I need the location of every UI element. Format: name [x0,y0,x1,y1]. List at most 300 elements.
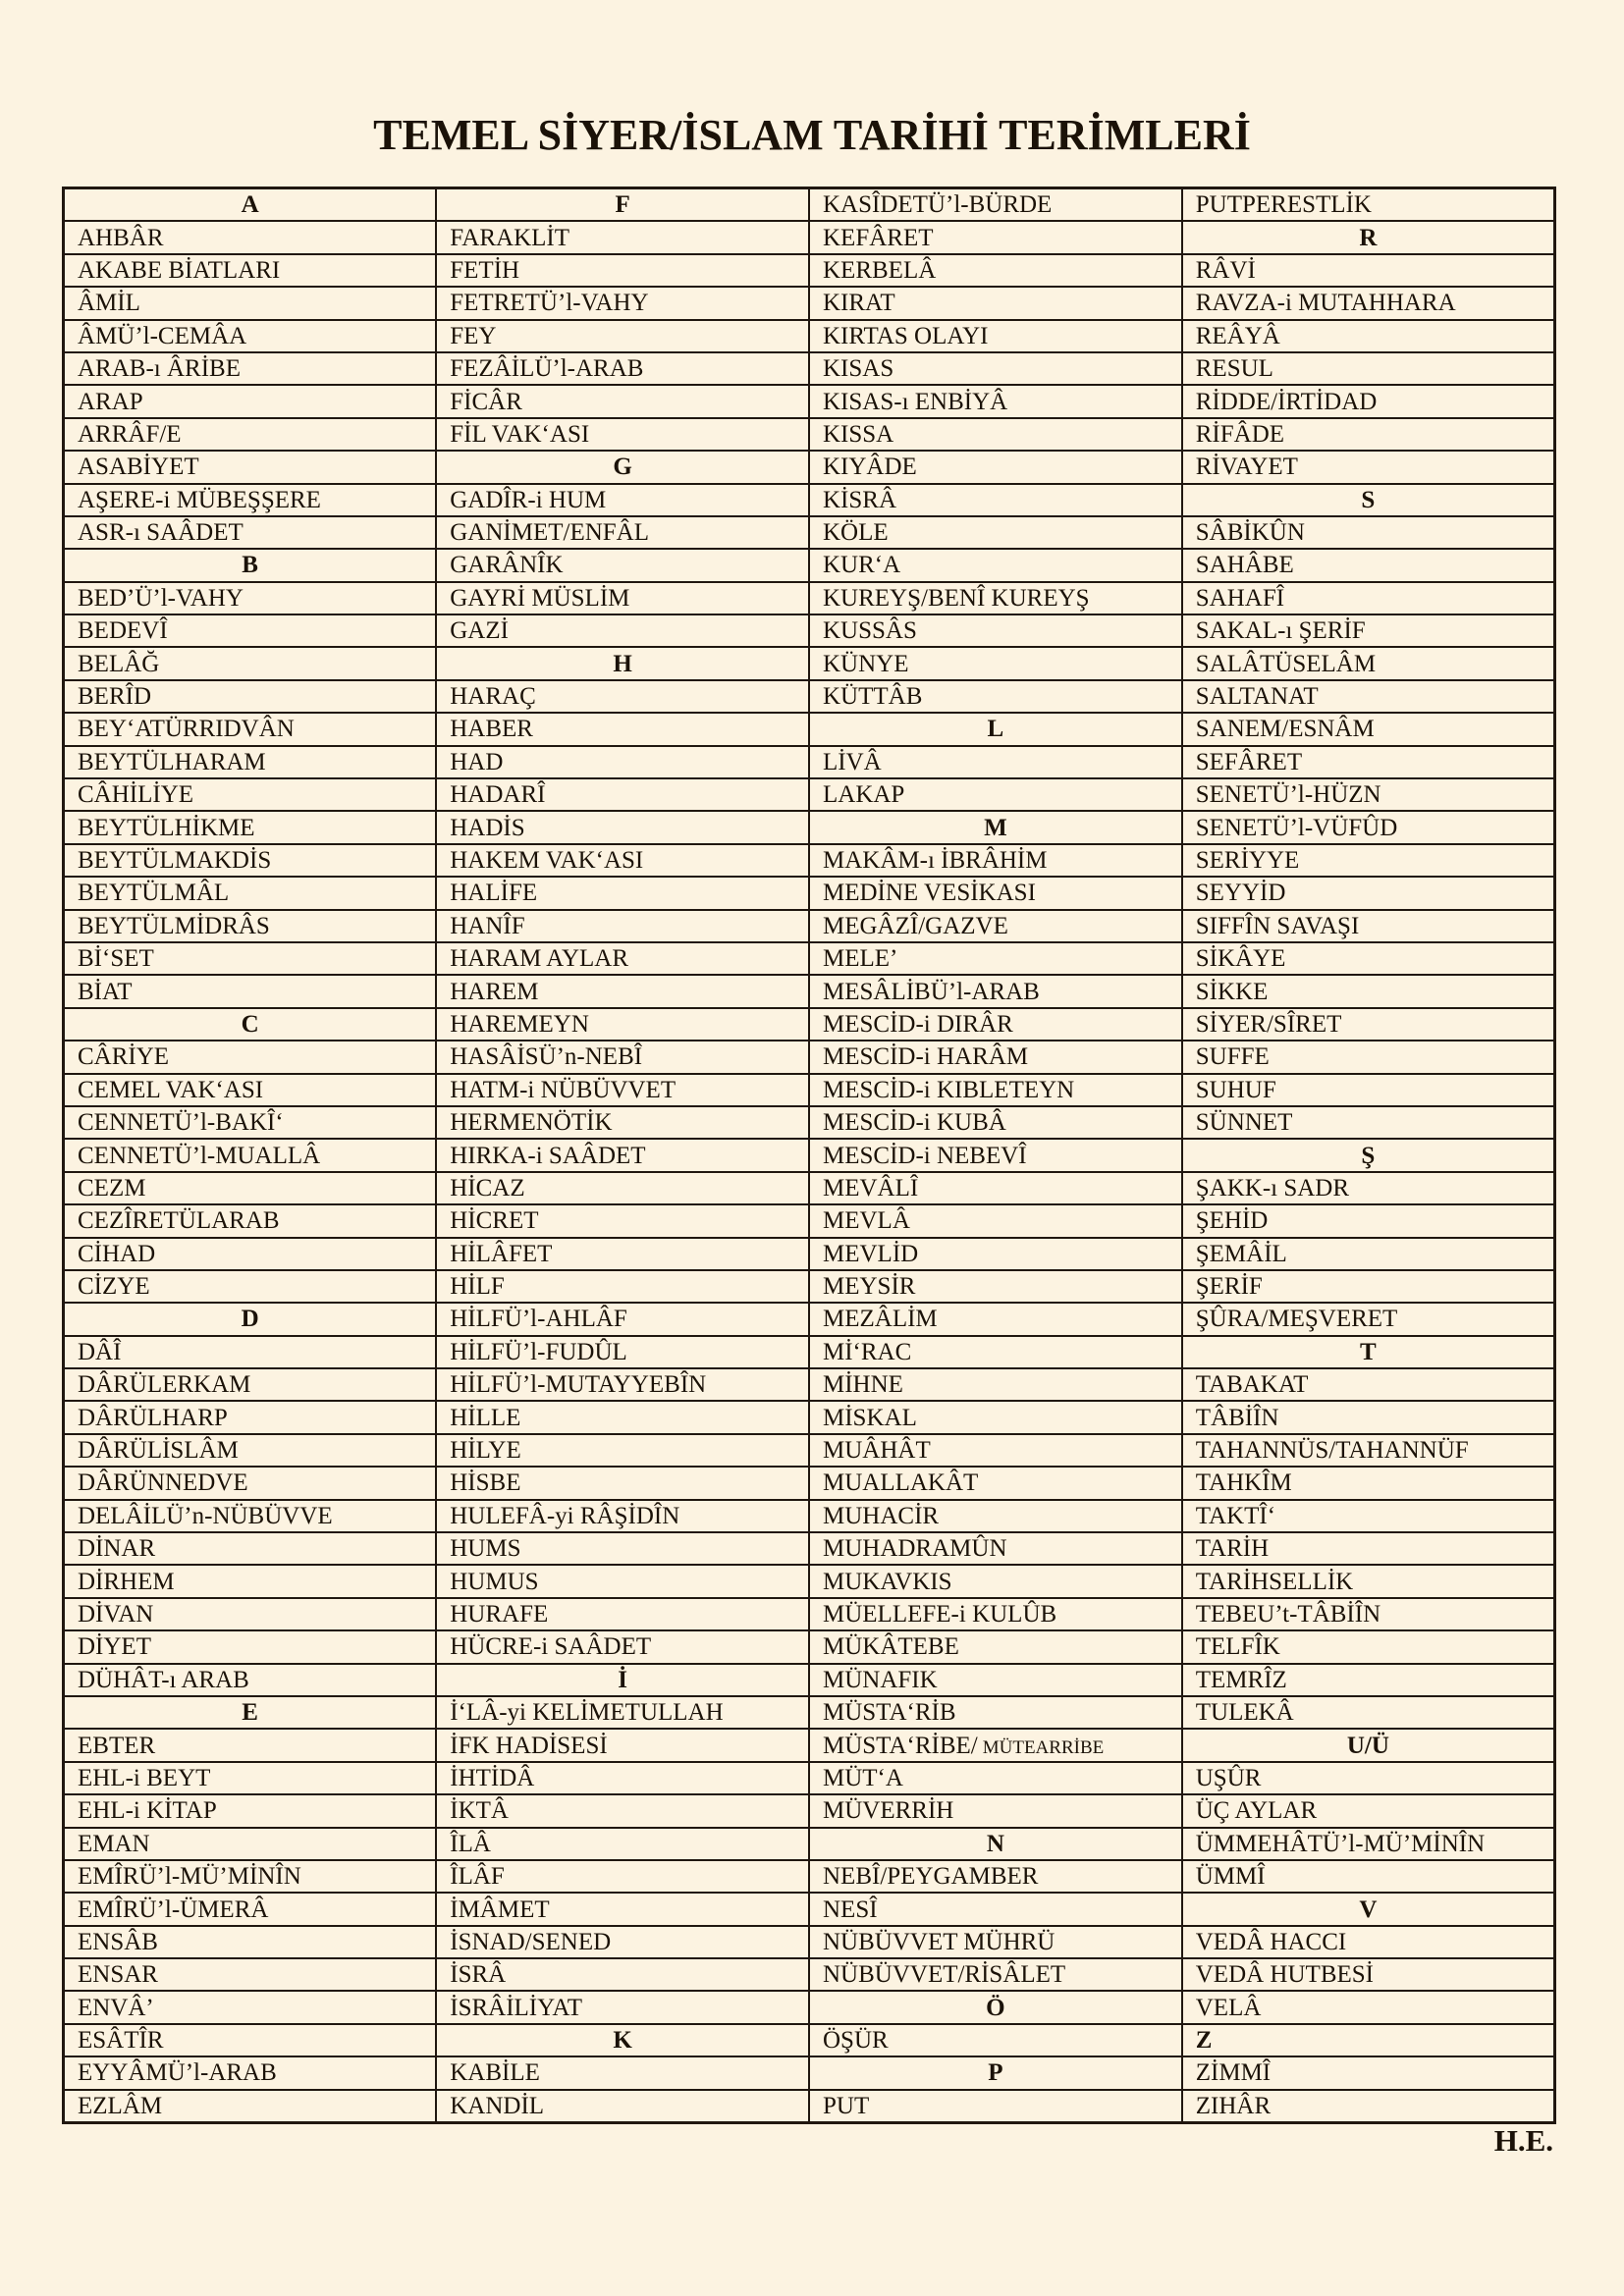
term-cell: DÂÎ [64,1336,437,1368]
table-row [64,1467,1555,1499]
term-cell: MÜT‘A [809,1762,1182,1794]
table-row [64,2024,1555,2056]
term-cell: MEGÂZÎ/GAZVE [809,910,1182,942]
term-cell: VEDÂ HUTBESİ [1182,1958,1555,1991]
term-cell: HUMUS [436,1565,809,1597]
table-row [64,1041,1555,1073]
table-row [64,484,1555,516]
term-cell: İSRÂ [436,1958,809,1991]
term-cell: CÂHİLİYE [64,778,437,811]
table-row [64,352,1555,385]
term-cell: MEVLİD [809,1238,1182,1270]
term-cell: CENNETÜ’l-BAKÎ‘ [64,1106,437,1139]
table-row [64,975,1555,1007]
term-cell: RİVAYET [1182,451,1555,483]
terms-table [62,187,1556,2124]
term-cell: DÂRÜLERKAM [64,1368,437,1401]
term-cell: BİAT [64,975,437,1007]
term-cell: DÜHÂT-ı ARAB [64,1664,437,1696]
term-cell: SALÂTÜSELÂM [1182,647,1555,679]
term-cell: MESCİD-i DIRÂR [809,1008,1182,1041]
term-cell: HASÂİSÜ’n-NEBÎ [436,1041,809,1073]
term-cell-secondary: MÜTEARRİBE [982,1736,1105,1758]
term-cell: REÂYÂ [1182,320,1555,352]
term-cell: ESÂTÎR [64,2024,437,2056]
term-cell: BEY‘ATÜRRIDVÂN [64,713,437,745]
term-cell: BEYTÜLHARAM [64,746,437,778]
table-row [64,942,1555,975]
term-cell: TÂBİÎN [1182,1401,1555,1433]
term-cell: HİCAZ [436,1172,809,1204]
term-cell: SENETÜ’l-VÜFÛD [1182,811,1555,843]
table-row [64,1139,1555,1171]
table-row [64,1828,1555,1860]
term-cell: HAD [436,746,809,778]
table-row [64,1532,1555,1565]
term-cell: ÎLÂF [436,1860,809,1893]
term-cell: NÜBÜVVET/RİSÂLET [809,1958,1182,1991]
term-cell: KUREYŞ/BENÎ KUREYŞ [809,582,1182,614]
table-row [64,811,1555,843]
term-cell: CEZÎRETÜLARAB [64,1204,437,1237]
term-cell: EZLÂM [64,2090,437,2123]
table-row [64,647,1555,679]
page-title: TEMEL SİYER/İSLAM TARİHİ TERİMLERİ [373,111,1251,159]
term-cell: HİLYE [436,1434,809,1467]
table-row [64,1926,1555,1958]
term-cell: KERBELÂ [809,254,1182,287]
section-header: İ [436,1664,809,1696]
term-cell: SİKÂYE [1182,942,1555,975]
term-cell: CİHAD [64,1238,437,1270]
term-cell: SALTANAT [1182,680,1555,713]
term-cell: HARAÇ [436,680,809,713]
table-row [64,2090,1555,2123]
section-header: D [64,1303,437,1335]
term-cell: CEMEL VAK‘ASI [64,1074,437,1106]
table-row [64,1860,1555,1893]
term-cell: KIYÂDE [809,451,1182,483]
term-cell: DÂRÜLİSLÂM [64,1434,437,1467]
table-row [64,516,1555,549]
term-cell: SIFFÎN SAVAŞI [1182,910,1555,942]
term-cell: NEBÎ/PEYGAMBER [809,1860,1182,1893]
term-cell: MÜSTA‘RİBE/ MÜTEARRİBE [809,1729,1182,1761]
term-cell: UŞÛR [1182,1762,1555,1794]
table-row [64,1598,1555,1630]
term-cell: TEMRÎZ [1182,1664,1555,1696]
term-cell: FİL VAK‘ASI [436,418,809,451]
term-cell: MÜKÂTEBE [809,1630,1182,1663]
term-cell: ÎLÂ [436,1828,809,1860]
term-cell: MESCİD-i NEBEVÎ [809,1139,1182,1171]
table-row [64,188,1555,222]
term-cell: SAHAFÎ [1182,582,1555,614]
table-row [64,614,1555,647]
term-cell: MÜVERRİH [809,1794,1182,1827]
term-cell: KUSSÂS [809,614,1182,647]
term-cell: HADİS [436,811,809,843]
terms-table-body [64,188,1555,2123]
term-cell: HİLLE [436,1401,809,1433]
term-cell: BERÎD [64,680,437,713]
term-cell: MESCİD-i KUBÂ [809,1106,1182,1139]
term-cell: EHL-i BEYT [64,1762,437,1794]
term-cell: HANÎF [436,910,809,942]
term-cell: TAHANNÜS/TAHANNÜF [1182,1434,1555,1467]
term-cell: ENSAR [64,1958,437,1991]
term-cell: MİSKAL [809,1401,1182,1433]
table-row [64,746,1555,778]
term-cell: LİVÂ [809,746,1182,778]
term-cell: CENNETÜ’l-MUALLÂ [64,1139,437,1171]
section-header: L [809,713,1182,745]
section-header: H [436,647,809,679]
term-cell: MUÂHÂT [809,1434,1182,1467]
term-cell: ARAB-ı ÂRİBE [64,352,437,385]
term-cell: İSNAD/SENED [436,1926,809,1958]
term-cell: HUMS [436,1532,809,1565]
table-row [64,1270,1555,1303]
term-cell: RESUL [1182,352,1555,385]
table-row [64,844,1555,877]
section-header: Z [1182,2024,1555,2056]
table-row [64,1893,1555,1925]
term-cell: FEZÂİLÜ’l-ARAB [436,352,809,385]
term-cell: KIRTAS OLAYI [809,320,1182,352]
term-cell: GARÂNÎK [436,549,809,581]
table-row [64,549,1555,581]
term-cell: SEYYİD [1182,877,1555,909]
table-row [64,1336,1555,1368]
table-row [64,221,1555,253]
table-row [64,1630,1555,1663]
term-cell: TARİH [1182,1532,1555,1565]
term-cell: ŞAKK-ı SADR [1182,1172,1555,1204]
table-row [64,1729,1555,1761]
term-cell: ASR-ı SAÂDET [64,516,437,549]
term-cell: FETRETÜ’l-VAHY [436,287,809,319]
table-row [64,1762,1555,1794]
term-cell: MÜELLEFE-i KULÛB [809,1598,1182,1630]
term-cell: HÜCRE-i SAÂDET [436,1630,809,1663]
term-cell: HAREM [436,975,809,1007]
table-row [64,2056,1555,2089]
section-header: P [809,2056,1182,2089]
term-cell: DÂRÜNNEDVE [64,1467,437,1499]
term-cell: NÜBÜVVET MÜHRÜ [809,1926,1182,1958]
term-cell: ÖŞÜR [809,2024,1182,2056]
term-cell: İKTÂ [436,1794,809,1827]
term-cell: TULEKÂ [1182,1696,1555,1729]
term-cell: İMÂMET [436,1893,809,1925]
term-cell: SAKAL-ı ŞERİF [1182,614,1555,647]
term-cell: ZIHÂR [1182,2090,1555,2123]
term-cell: SERİYYE [1182,844,1555,877]
term-cell: SENETÜ’l-HÜZN [1182,778,1555,811]
table-row [64,1303,1555,1335]
term-cell: KÜNYE [809,647,1182,679]
term-cell: GAZİ [436,614,809,647]
term-cell: PUTPERESTLİK [1182,188,1555,222]
term-cell: MEZÂLİM [809,1303,1182,1335]
term-cell: HATM-i NÜBÜVVET [436,1074,809,1106]
term-cell: AKABE BİATLARI [64,254,437,287]
table-row [64,778,1555,811]
term-cell: CÂRİYE [64,1041,437,1073]
term-cell: KUR‘A [809,549,1182,581]
table-row [64,1696,1555,1729]
table-row [64,1238,1555,1270]
term-cell: BEYTÜLMÂL [64,877,437,909]
term-cell: BEYTÜLHİKME [64,811,437,843]
term-cell: EMÎRÜ’l-MÜ’MİNÎN [64,1860,437,1893]
term-cell: MUKAVKIS [809,1565,1182,1597]
term-cell: VELÂ [1182,1991,1555,2023]
term-cell: DİYET [64,1630,437,1663]
table-row [64,1074,1555,1106]
section-header: A [64,188,437,222]
term-cell: MUHADRAMÛN [809,1532,1182,1565]
table-row [64,1565,1555,1597]
term-cell: KISAS-ı ENBİYÂ [809,385,1182,417]
section-header: B [64,549,437,581]
term-cell: AHBÂR [64,221,437,253]
term-cell: EBTER [64,1729,437,1761]
term-cell: SÂBİKÛN [1182,516,1555,549]
term-cell: TAKTÎ‘ [1182,1500,1555,1532]
term-cell: MUALLAKÂT [809,1467,1182,1499]
section-header: M [809,811,1182,843]
term-cell: GANİMET/ENFÂL [436,516,809,549]
term-cell: ŞÛRA/MEŞVERET [1182,1303,1555,1335]
term-cell: EYYÂMÜ’l-ARAB [64,2056,437,2089]
section-header: F [436,188,809,222]
term-cell: ENSÂB [64,1926,437,1958]
section-header: G [436,451,809,483]
term-cell: SEFÂRET [1182,746,1555,778]
table-row [64,1434,1555,1467]
table-row [64,877,1555,909]
term-cell: HABER [436,713,809,745]
term-cell: MEVÂLÎ [809,1172,1182,1204]
term-cell: MAKÂM-ı İBRÂHİM [809,844,1182,877]
term-cell: GAYRİ MÜSLİM [436,582,809,614]
section-header: E [64,1696,437,1729]
term-cell: ENVÂ’ [64,1991,437,2023]
table-row [64,254,1555,287]
term-cell: KISSA [809,418,1182,451]
term-cell: SÜNNET [1182,1106,1555,1139]
term-cell: AŞERE-i MÜBEŞŞERE [64,484,437,516]
term-cell: DÂRÜLHARP [64,1401,437,1433]
term-cell: Mİ‘RAC [809,1336,1182,1368]
term-cell: BEDEVÎ [64,614,437,647]
term-cell: HAREMEYN [436,1008,809,1041]
table-row [64,1401,1555,1433]
term-cell: ÂMÜ’l-CEMÂA [64,320,437,352]
term-cell: HİLFÜ’l-AHLÂF [436,1303,809,1335]
term-cell: HIRKA-i SAÂDET [436,1139,809,1171]
term-cell: HİLF [436,1270,809,1303]
term-cell: SANEM/ESNÂM [1182,713,1555,745]
table-row [64,713,1555,745]
term-cell: PUT [809,2090,1182,2123]
table-row [64,1794,1555,1827]
term-cell: MÜSTA‘RİB [809,1696,1182,1729]
term-cell: BEYTÜLMAKDİS [64,844,437,877]
section-header: S [1182,484,1555,516]
term-cell: ŞERİF [1182,1270,1555,1303]
term-cell: MEDİNE VESİKASI [809,877,1182,909]
term-cell: CEZM [64,1172,437,1204]
term-cell: ÜMMEHÂTÜ’l-MÜ’MİNÎN [1182,1828,1555,1860]
term-cell: SİKKE [1182,975,1555,1007]
term-cell: MESCİD-i KIBLETEYN [809,1074,1182,1106]
term-cell: DELÂİLÜ’n-NÜBÜVVE [64,1500,437,1532]
term-cell: KEFÂRET [809,221,1182,253]
term-cell: EHL-i KİTAP [64,1794,437,1827]
term-cell: HİCRET [436,1204,809,1237]
section-header: N [809,1828,1182,1860]
term-cell: BEYTÜLMİDRÂS [64,910,437,942]
table-row [64,1106,1555,1139]
term-cell: RÂVİ [1182,254,1555,287]
term-cell: HURAFE [436,1598,809,1630]
term-cell: MÜNAFIK [809,1664,1182,1696]
table-row [64,451,1555,483]
term-cell: LAKAP [809,778,1182,811]
term-cell: RİDDE/İRTİDAD [1182,385,1555,417]
term-cell: TABAKAT [1182,1368,1555,1401]
table-row [64,582,1555,614]
term-cell: SUFFE [1182,1041,1555,1073]
term-cell: ASABİYET [64,451,437,483]
term-cell: ÜMMÎ [1182,1860,1555,1893]
term-cell: HAKEM VAK‘ASI [436,844,809,877]
section-header: K [436,2024,809,2056]
table-row [64,418,1555,451]
term-cell: ŞEMÂİL [1182,1238,1555,1270]
term-cell: FİCÂR [436,385,809,417]
term-cell: MİHNE [809,1368,1182,1401]
term-cell: MELE’ [809,942,1182,975]
term-cell: SİYER/SÎRET [1182,1008,1555,1041]
term-cell: FARAKLİT [436,221,809,253]
term-cell: HİSBE [436,1467,809,1499]
table-row [64,1500,1555,1532]
section-header: Ö [809,1991,1182,2023]
table-row [64,320,1555,352]
section-header: C [64,1008,437,1041]
term-cell: EMAN [64,1828,437,1860]
table-row [64,1958,1555,1991]
term-cell: MUHACİR [809,1500,1182,1532]
term-cell: BELÂĞ [64,647,437,679]
term-cell: ARAP [64,385,437,417]
term-cell: ŞEHİD [1182,1204,1555,1237]
term-cell: KASÎDETÜ’l-BÜRDE [809,188,1182,222]
term-cell: MEVLÂ [809,1204,1182,1237]
term-cell: EMÎRÜ’l-ÜMERÂ [64,1893,437,1925]
term-cell: KABİLE [436,2056,809,2089]
term-cell: KÜTTÂB [809,680,1182,713]
term-cell: VEDÂ HACCI [1182,1926,1555,1958]
section-header: V [1182,1893,1555,1925]
term-cell: ÜÇ AYLAR [1182,1794,1555,1827]
term-cell: TEBEU’t-TÂBİÎN [1182,1598,1555,1630]
term-cell: MESCİD-i HARÂM [809,1041,1182,1073]
term-cell: KISAS [809,352,1182,385]
term-cell: FETİH [436,254,809,287]
term-cell: NESÎ [809,1893,1182,1925]
table-row [64,1991,1555,2023]
term-cell: DİNAR [64,1532,437,1565]
term-cell: KANDİL [436,2090,809,2123]
term-cell: SAHÂBE [1182,549,1555,581]
term-cell: HERMENÖTİK [436,1106,809,1139]
table-row [64,385,1555,417]
author-initials: H.E. [1493,2123,1553,2158]
table-row [64,910,1555,942]
term-cell: SUHUF [1182,1074,1555,1106]
section-header: U/Ü [1182,1729,1555,1761]
term-cell: TARİHSELLİK [1182,1565,1555,1597]
term-cell: İHTİDÂ [436,1762,809,1794]
term-cell: BED’Ü’l-VAHY [64,582,437,614]
term-cell: ZİMMÎ [1182,2056,1555,2089]
term-cell: CİZYE [64,1270,437,1303]
term-cell: İFK HADİSESİ [436,1729,809,1761]
term-cell: ÂMİL [64,287,437,319]
term-cell: HİLÂFET [436,1238,809,1270]
table-row [64,1664,1555,1696]
table-row [64,1368,1555,1401]
term-cell: GADÎR-i HUM [436,484,809,516]
term-cell: MESÂLİBÜ’l-ARAB [809,975,1182,1007]
section-header: Ş [1182,1139,1555,1171]
term-cell: HİLFÜ’l-MUTAYYEBÎN [436,1368,809,1401]
term-cell: TELFÎK [1182,1630,1555,1663]
table-row [64,1204,1555,1237]
section-header: R [1182,221,1555,253]
term-cell: ARRÂF/E [64,418,437,451]
table-row [64,1172,1555,1204]
term-cell: İ‘LÂ-yi KELİMETULLAH [436,1696,809,1729]
term-cell: HARAM AYLAR [436,942,809,975]
table-row [64,287,1555,319]
term-cell: KÖLE [809,516,1182,549]
table-row [64,680,1555,713]
term-cell: MEYSİR [809,1270,1182,1303]
term-cell: HULEFÂ-yi RÂŞİDÎN [436,1500,809,1532]
section-header: T [1182,1336,1555,1368]
term-cell: FEY [436,320,809,352]
term-cell: Bİ‘SET [64,942,437,975]
term-cell: RAVZA-i MUTAHHARA [1182,287,1555,319]
term-cell: DİRHEM [64,1565,437,1597]
term-cell: KİSRÂ [809,484,1182,516]
term-cell: DİVAN [64,1598,437,1630]
term-cell: HADARÎ [436,778,809,811]
term-cell: KIRAT [809,287,1182,319]
term-cell: TAHKÎM [1182,1467,1555,1499]
table-row [64,1008,1555,1041]
term-cell: İSRÂİLİYAT [436,1991,809,2023]
term-cell: HALİFE [436,877,809,909]
term-cell: RİFÂDE [1182,418,1555,451]
term-cell: HİLFÜ’l-FUDÛL [436,1336,809,1368]
